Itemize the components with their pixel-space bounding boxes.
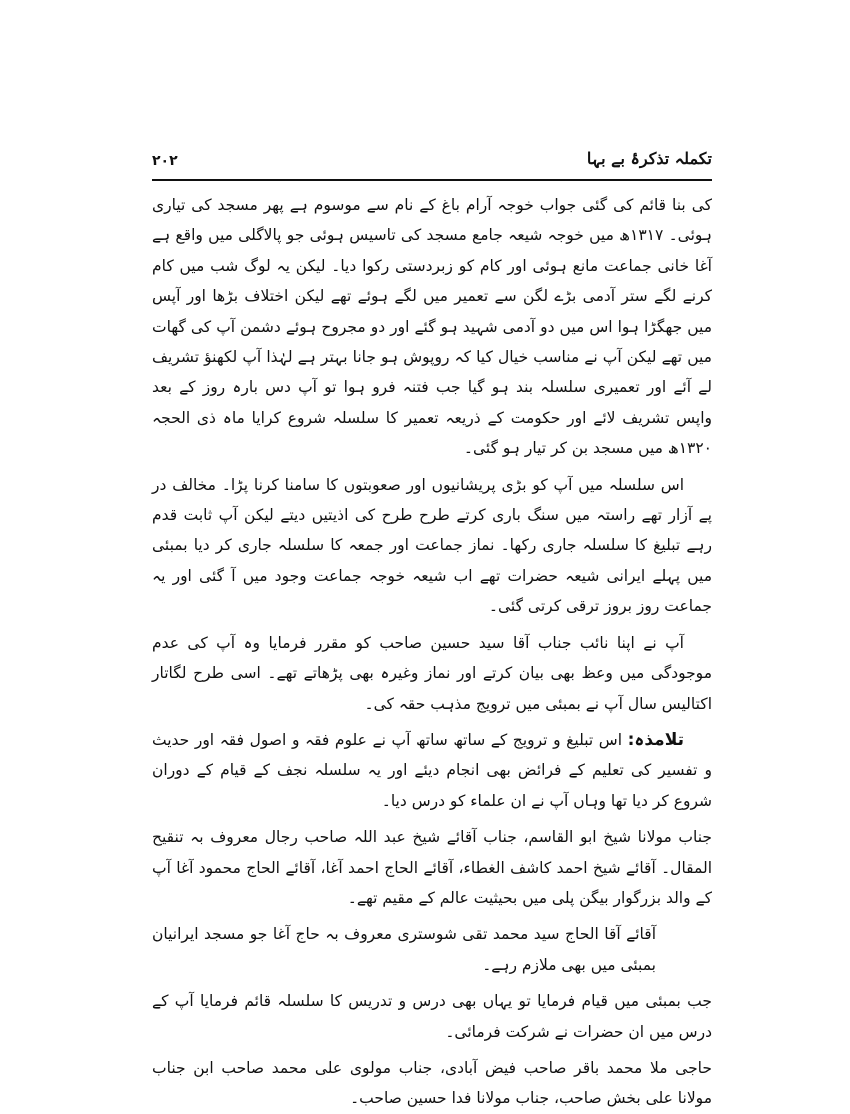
paragraph: جب بمبئی میں قیام فرمایا تو یہاں بھی درس و تدریس کا سلسلہ قائم فرمایا آپ کے درس میں ان حضرات نے شرکت فرمائی۔ <box>152 992 712 1041</box>
paragraph: آپ نے اپنا نائب جناب آقا سید حسین صاحب کو مقرر فرمایا وہ آپ کی عدم موجودگی میں وعظ بھی بیان کرتے اور نماز وغیرہ بھی پڑھاتے تھے۔ اسی طرح لگاتار اکتالیس سال آپ نے بمبئی میں ترویج مذہب حقہ کی۔ <box>152 633 712 713</box>
paragraph: حاجی ملا محمد باقر صاحب فیض آبادی، جناب مولوی علی محمد صاحب ابن جناب مولانا علی بخش صاحب، جناب مولانا فدا حسین صاحب۔ <box>152 1058 712 1108</box>
paragraph-text: اس تبلیغ و ترویج کے ساتھ ساتھ آپ نے علوم فقہ و اصول فقہ اور حدیث و تفسیر کی تعلیم کے فرائض بھی انجام دیئے اور یہ سلسلہ نجف کے قیام کے دوران شروع کر دیا تھا وہاں آپ نے ان علماء کو درس دیا۔ <box>152 730 712 810</box>
body-text <box>152 190 712 1108</box>
paragraph: جناب مولانا شیخ ابو القاسم، جناب آقائے شیخ عبد اللہ صاحب رجال معروف بہ تنقیح المقال۔ آقائے شیخ احمد کاشف الغطاء، آقائے الحاج احمد آغا، آقائے الحاج محمود آغا آپ کے والد بزرگوار بیگن پلی میں بحیثیت عالم کے مقیم تھے۔ <box>152 828 712 907</box>
running-title: تکملہ تذکرۂ بے بہا <box>586 149 712 168</box>
paragraph: اس سلسلہ میں آپ کو بڑی پریشانیوں اور صعوبتوں کا سامنا کرنا پڑا۔ مخالف در پے آزار تھے راستہ میں سنگ باری کرتے طرح طرح کی اذیتیں دیتے لیکن آپ ثابت قدم رہے تبلیغ کا سلسلہ جاری رکھا۔ نماز جماعت اور جمعہ کا سلسلہ جاری کر دیا بمبئی میں پہلے ایرانی شیعہ حضرات تھے اب شیعہ خوجہ جماعت وجود میں آ گئی اور یہ جماعت روز بروز ترقی کرتی گئی۔ <box>152 475 712 616</box>
paragraph: کی بنا قائم کی گئی جواب خوجہ آرام باغ کے نام سے موسوم ہے پھر مسجد کی تیاری ہوئی۔ ۱۳۱۷ھ میں خوجہ شیعہ جامع مسجد کی تاسیس ہوئی جو پالاگلی میں واقع ہے آغا خانی جماعت مانع ہوئی اور کام کو زبردستی رکوا دیا۔ لیکن یہ لوگ شب میں کام کرنے لگے ستر آدمی بڑے لگن سے تعمیر میں لگے ہوئے تھے لیکن اختلاف بڑھا اور آپس میں جھگڑا ہوا اس میں دو آدمی شہید ہو گئے اور دو مجروح ہوئے دشمن آپ کی گھات میں تھے لیکن آپ نے مناسب خیال کیا کہ روپوش ہو جانا بہتر ہے لہٰذا آپ لکھنؤ تشریف لے آئے اور تعمیری سلسلہ بند ہو گیا جب فتنہ فرو ہوا تو آپ دس بارہ روز کے بعد واپس تشریف لائے اور حکومت کے ذریعہ تعمیر کا سلسلہ شروع کرایا ماہ ذی الحجہ ۱۳۲۰ھ میں مسجد بن کر تیار ہو گئی۔ <box>152 196 712 458</box>
page-number: ۲۰۲ <box>152 153 178 169</box>
section-term: تلامذہ: <box>627 729 684 750</box>
paragraph <box>152 725 712 816</box>
page-header <box>152 149 712 179</box>
header-rule <box>152 179 712 181</box>
paragraph: آقائے آقا الحاج سید محمد تقی شوستری معروف بہ حاج آغا جو مسجد ایرانیان بمبئی میں بھی ملازم رہے۔ <box>152 925 656 974</box>
